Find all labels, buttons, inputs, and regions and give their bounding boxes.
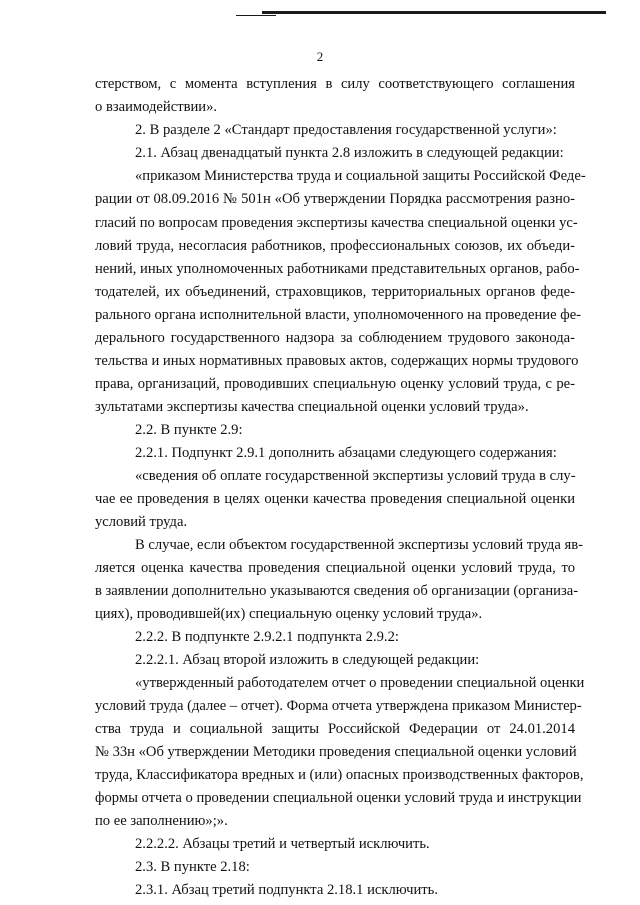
text-line: 2.2. В пункте 2.9: — [135, 422, 243, 438]
text-line: нений, иных уполномоченных работниками представительных органов, рабо- — [95, 261, 580, 277]
text-line: ства труда и социальной защиты Российской Федерации от 24.01.2014 — [95, 721, 575, 737]
header-rule — [262, 11, 606, 14]
text-line: о взаимодействии». — [95, 99, 218, 115]
text-line: 2.2.2.2. Абзацы третий и четвертый исключить. — [135, 836, 430, 852]
text-line: 2.2.1. Подпункт 2.9.1 дополнить абзацами следующего содержания: — [135, 445, 557, 461]
text-line: права, организаций, проводивших специальную оценку условий труда, с ре- — [95, 376, 575, 392]
text-line: 2.1. Абзац двенадцатый пункта 2.8 изложить в следующей редакции: — [135, 145, 564, 161]
text-line: ловий труда, несогласия работников, профессиональных союзов, их объеди- — [95, 238, 575, 254]
text-line: условий труда. — [95, 514, 188, 530]
text-line: в заявлении дополнительно указываются сведения об организации (организа- — [95, 583, 579, 599]
text-line: В случае, если объектом государственной экспертизы условий труда яв- — [135, 537, 583, 553]
text-line: ляется оценка качества проведения специальной оценки условий труда, то — [95, 560, 575, 576]
text-line: тодателей, их объединений, страховщиков, территориальных органов феде- — [95, 284, 575, 300]
text-line: труда, Классификатора вредных и (или) опасных производственных факторов, — [95, 767, 584, 783]
text-line: 2.3. В пункте 2.18: — [135, 859, 250, 875]
text-line: рации от 08.09.2016 № 501н «Об утверждении Порядка рассмотрения разно- — [95, 191, 575, 207]
header-rule-thin — [236, 15, 276, 16]
text-line: 2.3.1. Абзац третий подпункта 2.18.1 исключить. — [135, 882, 438, 898]
text-line: условий труда (далее – отчет). Форма отчета утверждена приказом Министер- — [95, 698, 582, 714]
text-line: циях), проводившей(их) специальную оценку условий труда». — [95, 606, 483, 622]
text-line: 2.2.2. В подпункте 2.9.2.1 подпункта 2.9.2: — [135, 629, 399, 645]
text-line: чае ее проведения в целях оценки качества проведения специальной оценки — [95, 491, 575, 507]
text-line: 2.2.2.1. Абзац второй изложить в следующей редакции: — [135, 652, 480, 668]
text-line: гласий по вопросам проведения экспертизы качества специальной оценки ус- — [95, 215, 578, 231]
text-line: № 33н «Об утверждении Методики проведения специальной оценки условий — [95, 744, 577, 760]
text-line: по ее заполнению»;». — [95, 813, 228, 829]
text-line: тельства и иных нормативных правовых актов, содержащих нормы трудового — [95, 353, 579, 369]
text-line: зультатами экспертизы качества специальной оценки условий труда». — [95, 399, 529, 415]
text-line: «сведения об оплате государственной экспертизы условий труда в слу- — [135, 468, 576, 484]
text-line: формы отчета о проведении специальной оценки условий труда и инструкции — [95, 790, 582, 806]
text-line: «утвержденный работодателем отчет о проведении специальной оценки — [135, 675, 585, 691]
text-line: рального органа исполнительной власти, уполномоченного на проведение фе- — [95, 307, 582, 323]
page-number: 2 — [316, 49, 324, 64]
text-line: дерального государственного надзора за соблюдением трудового законода- — [95, 330, 575, 346]
text-line: «приказом Министерства труда и социальной защиты Российской Феде- — [135, 168, 586, 184]
text-line: 2. В разделе 2 «Стандарт предоставления государственной услуги»: — [135, 122, 557, 138]
text-line: стерством, с момента вступления в силу соответствующего соглашения — [95, 76, 575, 92]
